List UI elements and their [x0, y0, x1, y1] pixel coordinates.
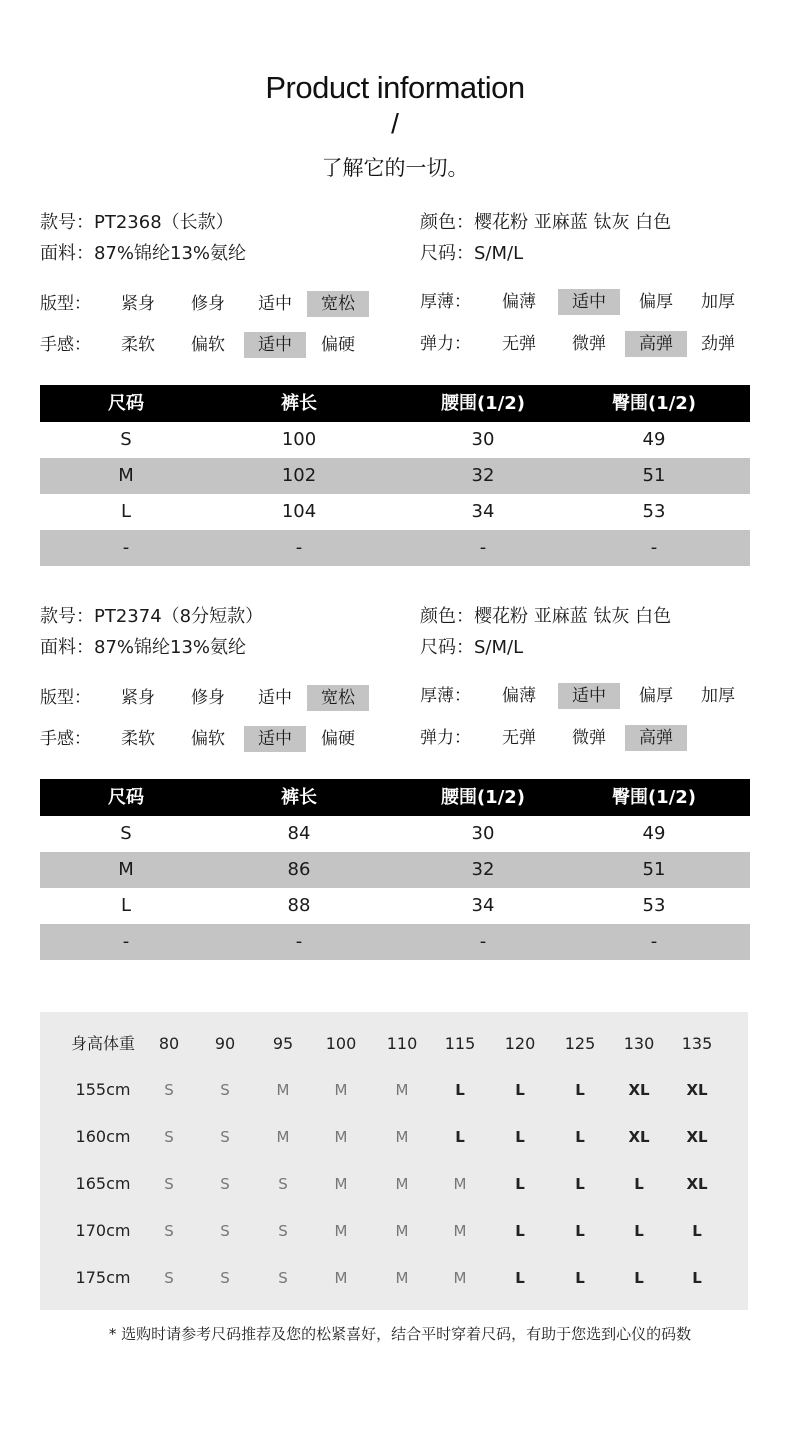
table-cell: - [295, 931, 303, 952]
recommended-size: L [515, 1269, 525, 1287]
recommended-size: L [455, 1081, 465, 1099]
weight-header: 135 [681, 1034, 713, 1053]
recommended-size: L [515, 1128, 525, 1146]
recommended-size: S [220, 1269, 230, 1287]
attr-option-fit: 宽松 [307, 685, 369, 711]
size-table [40, 385, 750, 566]
size-table-header-cell: 尺码 [108, 393, 144, 414]
table-cell: 84 [287, 823, 311, 844]
recommended-size: M [276, 1081, 290, 1099]
weight-header: 90 [214, 1034, 236, 1053]
recommended-size: S [220, 1128, 230, 1146]
table-cell: 51 [642, 859, 666, 880]
size-table-header-cell: 尺码 [108, 787, 144, 808]
recommended-size: XL [686, 1128, 708, 1146]
attr-label-feel: 手感： [40, 729, 91, 749]
attr-option-fit: 修身 [191, 688, 225, 708]
recommended-size: L [634, 1222, 644, 1240]
attr-option-feel: 柔软 [121, 335, 155, 355]
recommended-size: M [334, 1269, 348, 1287]
attr-option-thickness: 偏薄 [502, 686, 536, 706]
recommended-size: XL [628, 1081, 650, 1099]
recommended-size: L [575, 1222, 585, 1240]
recommended-size: M [395, 1128, 409, 1146]
recommended-size: M [334, 1128, 348, 1146]
size-table-header-cell: 腰围(1/2) [440, 787, 526, 808]
table-row [40, 494, 750, 530]
recommended-size: L [515, 1081, 525, 1099]
table-row [40, 530, 750, 566]
attr-option-feel: 偏软 [191, 729, 225, 749]
recommended-size: M [395, 1222, 409, 1240]
footnote: * 选购时请参考尺码推荐及您的松紧喜好，结合平时穿着尺码，有助于您选到心仪的码数 [108, 1325, 692, 1343]
recommended-size: S [220, 1081, 230, 1099]
table-cell: 51 [642, 465, 666, 486]
table-cell: 88 [287, 895, 311, 916]
attr-option-fit: 适中 [258, 294, 292, 314]
attr-label-thickness: 厚薄： [420, 686, 471, 706]
attr-option-feel: 适中 [244, 726, 306, 752]
page-subtitle: 了解它的一切。 [321, 156, 469, 180]
table-cell: - [479, 537, 487, 558]
recommended-size: S [220, 1175, 230, 1193]
recommended-size: S [164, 1128, 174, 1146]
recommended-size: XL [628, 1128, 650, 1146]
size-table-header-cell: 裤长 [281, 393, 317, 414]
size-table-header-cell: 腰围(1/2) [440, 393, 526, 414]
product-fabric: 面料：87%锦纶13%氨纶 [40, 637, 247, 658]
attr-option-fit: 宽松 [307, 291, 369, 317]
weight-header: 95 [272, 1034, 294, 1053]
table-cell: 53 [642, 501, 666, 522]
table-cell: - [479, 931, 487, 952]
attr-option-elasticity: 无弹 [502, 728, 536, 748]
table-cell: M [118, 859, 134, 880]
table-cell: 86 [287, 859, 311, 880]
recommended-size: S [278, 1222, 288, 1240]
table-cell: 32 [471, 465, 495, 486]
attr-label-elasticity: 弹力： [420, 334, 471, 354]
table-cell: L [120, 895, 132, 916]
page-title: Product information [265, 70, 525, 105]
table-cell: S [120, 823, 132, 844]
attr-label-fit: 版型： [40, 688, 91, 708]
table-row [40, 924, 750, 960]
attr-label-elasticity: 弹力： [420, 728, 471, 748]
weight-header: 115 [444, 1034, 476, 1053]
attr-option-thickness: 加厚 [701, 686, 735, 706]
recommended-size: S [220, 1222, 230, 1240]
recommended-size: XL [686, 1081, 708, 1099]
table-cell: 53 [642, 895, 666, 916]
product-sizes: 尺码：S/M/L [420, 637, 524, 658]
attr-option-elasticity: 无弹 [502, 334, 536, 354]
table-cell: - [295, 537, 303, 558]
table-row [40, 852, 750, 888]
recommended-size: S [164, 1081, 174, 1099]
table-cell: 102 [281, 465, 317, 486]
size-table-header [40, 385, 750, 422]
recommended-size: XL [686, 1175, 708, 1193]
attr-label-fit: 版型： [40, 294, 91, 314]
product-fabric: 面料：87%锦纶13%氨纶 [40, 243, 247, 264]
table-cell: - [122, 537, 130, 558]
height-label: 160cm [75, 1127, 131, 1146]
table-cell: 49 [642, 823, 666, 844]
product-color: 颜色：樱花粉 亚麻蓝 钛灰 白色 [420, 606, 672, 627]
attr-label-thickness: 厚薄： [420, 292, 471, 312]
attr-option-elasticity: 微弹 [572, 334, 606, 354]
size-table [40, 779, 750, 960]
attr-label-feel: 手感： [40, 335, 91, 355]
recommended-size: M [334, 1081, 348, 1099]
height-label: 170cm [75, 1221, 131, 1240]
attr-option-thickness: 偏厚 [639, 686, 673, 706]
recommended-size: M [334, 1222, 348, 1240]
size-table-header-cell: 臀围(1/2) [611, 393, 697, 414]
table-cell: 34 [471, 895, 495, 916]
attr-option-fit: 修身 [191, 294, 225, 314]
weight-header: 110 [386, 1034, 418, 1053]
recommended-size: L [692, 1269, 702, 1287]
table-row [40, 458, 750, 494]
recommended-size: M [453, 1175, 467, 1193]
attr-option-elasticity: 高弹 [625, 725, 687, 751]
attr-option-feel: 偏硬 [321, 335, 355, 355]
attr-option-thickness: 适中 [558, 289, 620, 315]
recommended-size: L [575, 1175, 585, 1193]
table-cell: 100 [281, 429, 317, 450]
recommended-size: L [575, 1128, 585, 1146]
table-row [40, 888, 750, 924]
attr-option-thickness: 偏厚 [639, 292, 673, 312]
recommended-size: L [634, 1175, 644, 1193]
title-slash: / [391, 108, 399, 139]
product-sizes: 尺码：S/M/L [420, 243, 524, 264]
recommended-size: S [278, 1175, 288, 1193]
attr-option-thickness: 偏薄 [502, 292, 536, 312]
recommended-size: L [575, 1269, 585, 1287]
weight-header: 80 [158, 1034, 180, 1053]
height-label: 175cm [75, 1268, 131, 1287]
recommended-size: M [453, 1222, 467, 1240]
recommended-size: L [634, 1269, 644, 1287]
attr-option-fit: 紧身 [121, 688, 155, 708]
recommended-size: M [395, 1175, 409, 1193]
height-weight-label: 身高体重 [70, 1034, 135, 1053]
table-cell: 32 [471, 859, 495, 880]
weight-header: 130 [623, 1034, 655, 1053]
table-row [40, 422, 750, 458]
recommended-size: M [453, 1269, 467, 1287]
table-cell: 104 [281, 501, 317, 522]
recommended-size: L [515, 1175, 525, 1193]
attr-option-feel: 适中 [244, 332, 306, 358]
recommended-size: M [395, 1269, 409, 1287]
table-cell: 49 [642, 429, 666, 450]
weight-header: 125 [564, 1034, 596, 1053]
weight-header: 100 [325, 1034, 357, 1053]
size-table-header-cell: 臀围(1/2) [611, 787, 697, 808]
recommended-size: M [334, 1175, 348, 1193]
attr-option-elasticity: 高弹 [625, 331, 687, 357]
table-cell: - [122, 931, 130, 952]
attr-option-thickness: 加厚 [701, 292, 735, 312]
attr-option-feel: 偏硬 [321, 729, 355, 749]
height-label: 155cm [75, 1080, 131, 1099]
size-recommendation-table [40, 1012, 748, 1310]
table-cell: S [120, 429, 132, 450]
attr-option-feel: 柔软 [121, 729, 155, 749]
attr-option-elasticity: 微弹 [572, 728, 606, 748]
table-cell: 30 [471, 823, 495, 844]
table-cell: 34 [471, 501, 495, 522]
attr-option-fit: 适中 [258, 688, 292, 708]
table-row [40, 816, 750, 852]
recommended-size: S [164, 1269, 174, 1287]
attr-option-thickness: 适中 [558, 683, 620, 709]
table-cell: M [118, 465, 134, 486]
attr-option-feel: 偏软 [191, 335, 225, 355]
attr-option-fit: 紧身 [121, 294, 155, 314]
recommended-size: L [692, 1222, 702, 1240]
recommended-size: S [164, 1222, 174, 1240]
recommended-size: L [575, 1081, 585, 1099]
recommended-size: S [164, 1175, 174, 1193]
product-color: 颜色：樱花粉 亚麻蓝 钛灰 白色 [420, 212, 672, 233]
height-label: 165cm [75, 1174, 131, 1193]
attr-option-elasticity: 劲弹 [701, 334, 735, 354]
recommended-size: M [276, 1128, 290, 1146]
recommended-size: M [395, 1081, 409, 1099]
product-style-no: 款号：PT2374（8分短款） [40, 606, 264, 627]
recommended-size: L [455, 1128, 465, 1146]
table-cell: - [650, 537, 658, 558]
product-style-no: 款号：PT2368（长款） [40, 212, 234, 233]
size-table-header-cell: 裤长 [281, 787, 317, 808]
table-cell: 30 [471, 429, 495, 450]
recommended-size: L [515, 1222, 525, 1240]
table-cell: L [120, 501, 132, 522]
recommended-size: S [278, 1269, 288, 1287]
weight-header: 120 [504, 1034, 536, 1053]
size-table-header [40, 779, 750, 816]
table-cell: - [650, 931, 658, 952]
